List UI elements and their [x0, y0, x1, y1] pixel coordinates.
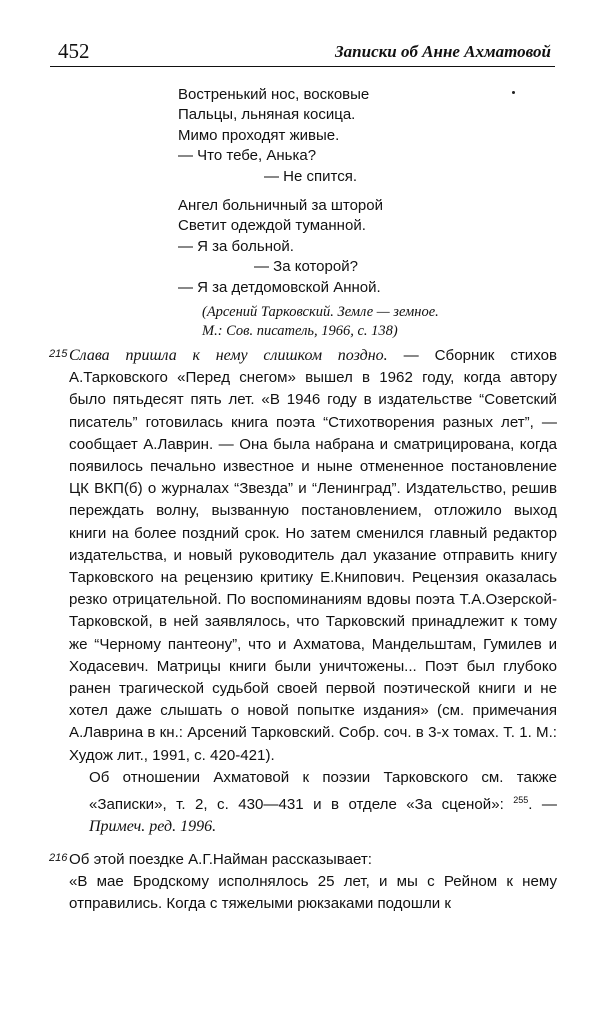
poem-line: — Что тебе, Анька? — [178, 147, 317, 165]
poem-line: — Я за детдомовской Анной. — [178, 278, 381, 296]
poem-source-line: М.: Сов. писатель, 1966, с. 138) — [202, 323, 398, 340]
footnotes — [49, 345, 557, 915]
page-number: 452 — [58, 39, 90, 63]
note-lemma: Слава пришла к нему слишком поздно. — [69, 347, 388, 364]
editor-sign: Примеч. ред. 1996. — [89, 818, 217, 836]
poem-quote — [178, 85, 558, 341]
note-number: 216 — [49, 851, 68, 864]
poem-line: — За которой? — [254, 258, 358, 276]
running-title: Записки об Анне Ахматовой — [335, 42, 551, 61]
poem-line: Востренький нос, восковые — [178, 86, 370, 103]
poem-line: Светит одеждой туманной. — [178, 217, 366, 235]
poem-source — [178, 303, 558, 341]
note-text: Об этой поездке А.Г.Найман рассказывает: — [69, 850, 372, 868]
note-number: 215 — [49, 348, 68, 360]
poem-line: Мимо проходят живые. — [178, 126, 340, 144]
note-text: Об отношении Ахматовой к поэзии Тарковского см. также «Записки», т. 2, с. 430—431 и в отделе «За сценой»: — [89, 768, 557, 814]
note-text: «В мае Бродскому исполнялось 25 лет, и мы с Рейном к нему отправились. Когда с тяжелыми рюкзаками подошли к — [69, 872, 557, 912]
note-216 — [49, 849, 557, 916]
poem-line: — Не спится. — [264, 167, 358, 185]
note-text: — Сборник стихов А.Тарковского «Перед снегом» вышел в 1962 году, когда автору было пятьдесят пять лет. «В 1946 году в издательстве “Советский писатель” готовилась книга поэта “Стихотворения разных лет”, — сообщает А.Лаврин. — Она была набрана и сматрицирована, когда появилось печально известное и ныне отмененное постановление ЦК ВКП(б) о журналах “Звезда” и “Ленинград”. Издательство, решив переждать волну, вызванную постановлением, отложило выход книги на более поздний срок. Но затем сменился главный редактор издательства, и новый руководитель дал указание отправить книгу Тарковского на рецензию критику Е.Книпович. Рецензия оказалась резко отрицательной. По воспоминаниям вдовы поэта Т.А.Озерской-Тарковской, в ней заявлялось, что Тарковский принадлежит к тому же “Черному пантеону”, что и Ахматова, Мандельштам, Гумилев и Ходасевич. Матрицы книги были уничтожены... Поэт был глубоко ранен трагической судьбой своей первой поэтической книги и не хотел даже слышать о новой попытке издания» (см. примечания А.Лаврина в кн.: Арсений Тарковский. Собр. соч. в 3-х томах. Т. 1. М.: Худож лит., 1991, с. 420-421). — [69, 347, 557, 764]
poem-line: Пальцы, льняная косица. — [178, 106, 356, 124]
note-text: . — — [528, 796, 557, 814]
poem-source-line: (Арсений Тарковский. Земле — земное. — [202, 304, 439, 321]
note-paragraph — [69, 767, 557, 839]
poem-line: — Я за больной. — [178, 237, 294, 255]
page-header — [50, 36, 555, 67]
poem-line: Ангел больничный за шторой — [178, 197, 383, 215]
note-ref: 255 — [513, 795, 529, 806]
note-215 — [49, 345, 557, 839]
